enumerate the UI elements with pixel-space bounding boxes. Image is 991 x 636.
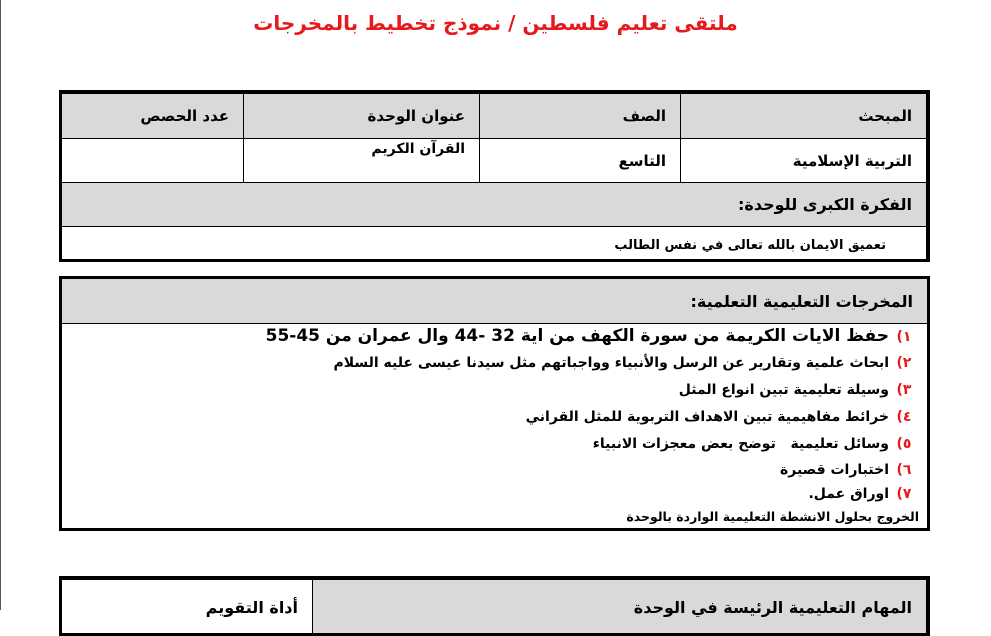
value-subject: التربية الإسلامية [681,139,927,183]
tasks-box [59,576,930,636]
outcome-text: ابحاث علمية وتقارير عن الرسل والأنبياء وواجباتهم مثل سيدنا عيسى عليه السلام [333,355,889,371]
header-assessment-tool: أداة التقويم [62,580,313,634]
outcome-text: حفظ الايات الكريمة من سورة الكهف من اية 32 -44 وال عمران من 45-55 [265,326,889,346]
header-main-tasks: المهام التعليمية الرئيسة في الوحدة [313,580,927,634]
header-unit-title: عنوان الوحدة [244,94,480,139]
page-title: ملتقى تعليم فلسطين / نموذج تخطيط بالمخرجات [253,11,738,35]
outcome-text: وسائل تعليمية توضح بعض معجزات الانبياء [592,436,889,452]
outcomes-box [59,276,930,531]
outcome-text: خرائط مفاهيمية تبين الاهداف التربوية للمثل القراني [525,409,889,425]
outcome-number: ٢) [896,355,912,371]
outcomes-list [76,323,913,506]
outcome-number: ٦) [896,462,912,478]
outcome-item [76,458,913,482]
outcome-number: ١) [896,329,912,345]
header-grade: الصف [480,94,681,139]
outcome-item [76,323,913,350]
value-grade: التاسع [480,139,681,183]
outcome-text: اوراق عمل. [808,486,889,502]
outcome-number: ٣) [896,382,912,398]
outcome-text: وسيلة تعليمية تبين انواع المثل [678,382,889,398]
outcome-item [76,377,913,404]
unit-info-box [59,90,930,262]
unit-info-table [61,93,927,260]
outcome-item [76,431,913,458]
value-lessons-count [62,139,244,183]
outcome-text: اختبارات قصيرة [779,462,889,478]
outcome-number: ٧) [896,486,912,502]
header-subject: المبحث [681,94,927,139]
big-idea-label: الفكرة الكبرى للوحدة: [62,183,927,227]
outcome-number: ٥) [896,436,912,452]
outcomes-label: المخرجات التعليمية التعلمية: [62,279,927,324]
big-idea-text: تعميق الايمان بالله تعالى في نفس الطالب [62,227,927,260]
outcome-number: ٤) [896,409,912,425]
outcomes-footer: الخروج بحلول الانشطة التعليمية الواردة بالوحدة [626,509,919,524]
outcome-item [76,482,913,506]
outcome-item [76,350,913,377]
outcome-item [76,404,913,431]
page-edge [0,0,1,610]
header-lessons-count: عدد الحصص [62,94,244,139]
value-unit-title: القرآن الكريم [244,139,480,183]
tasks-table [61,579,927,634]
